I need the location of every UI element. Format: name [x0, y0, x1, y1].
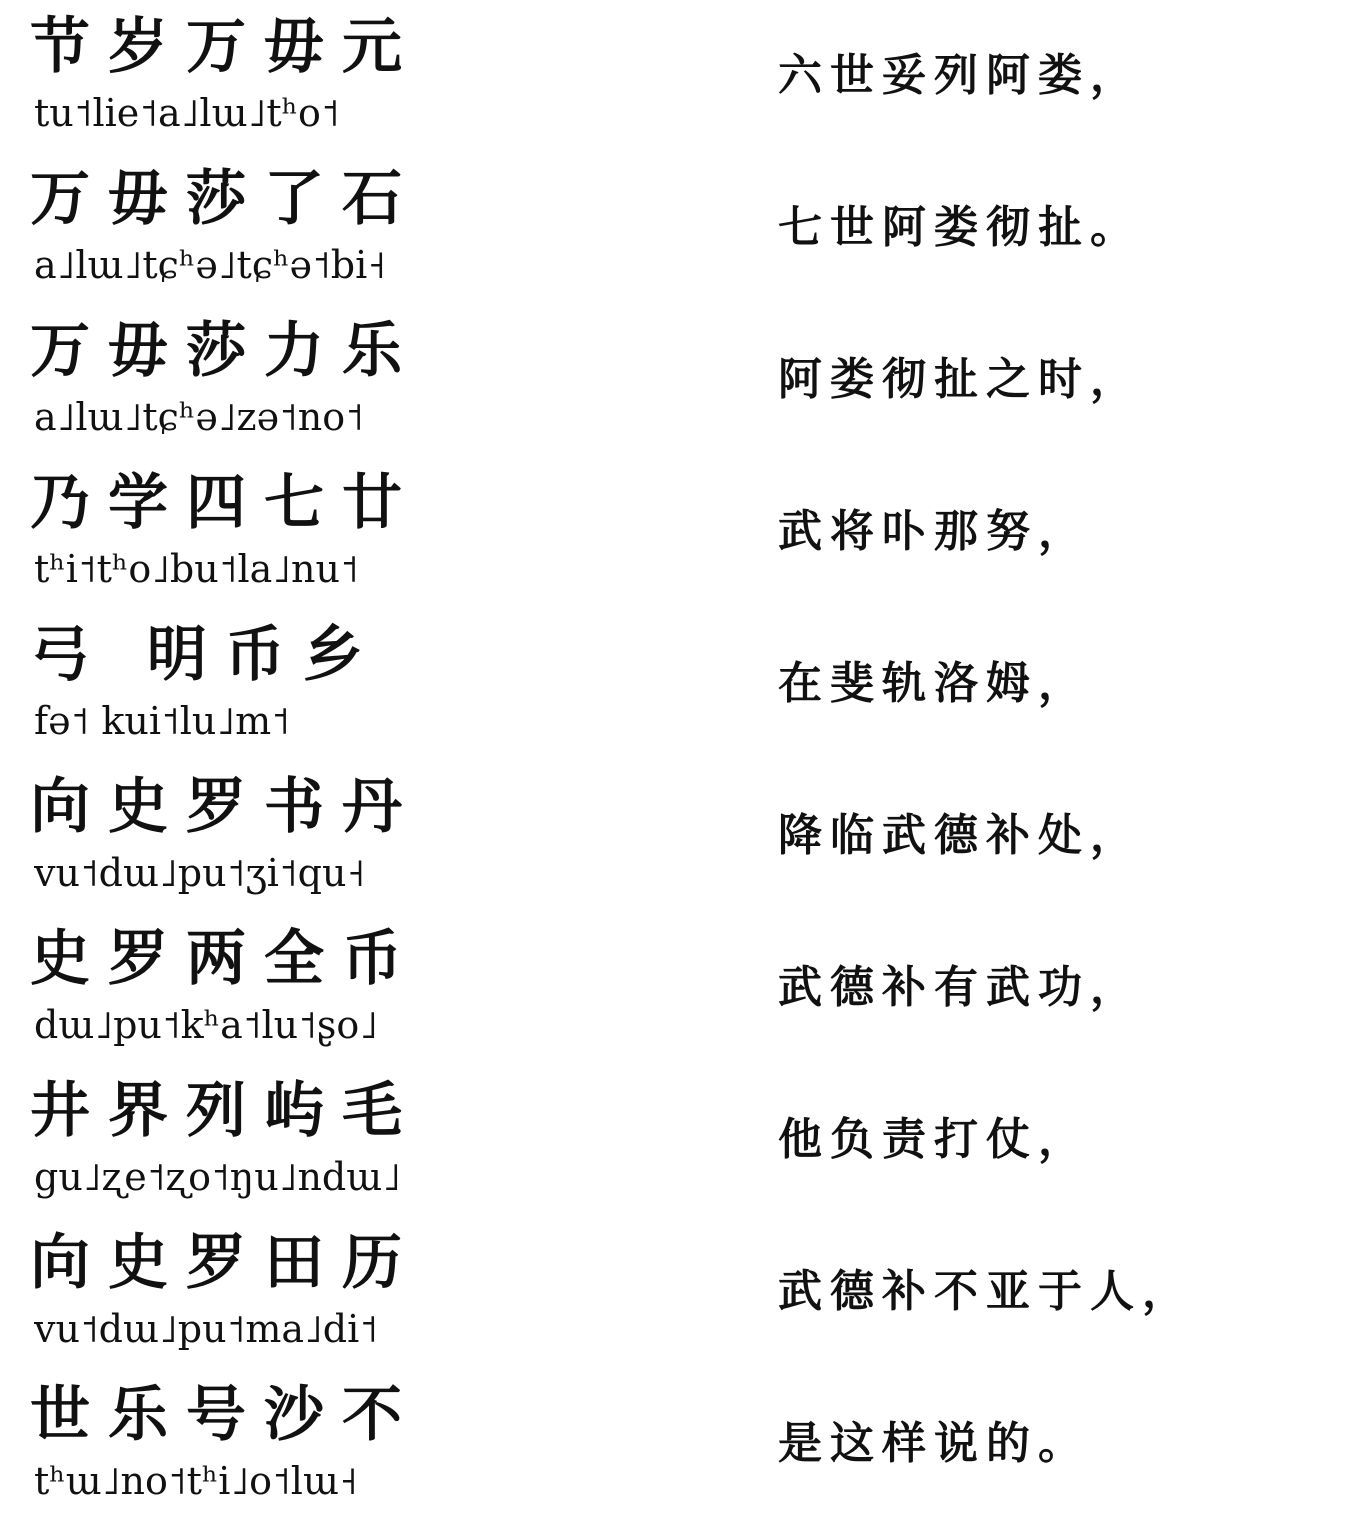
script-block — [30, 1376, 470, 1512]
script-block — [30, 464, 470, 600]
chinese-translation: 在斐轨洛姆， — [778, 658, 1090, 709]
chinese-translation: 武将卟那努， — [778, 506, 1090, 557]
verse-row — [0, 760, 1359, 912]
verse-row — [0, 0, 1359, 152]
script-block — [30, 920, 470, 1056]
phonetic-transcription: vu˦dɯ˩pu˦ma˩di˦ — [34, 1307, 378, 1351]
verse-row — [0, 1368, 1359, 1520]
chinese-translation: 阿娄彻扯之时， — [778, 354, 1142, 405]
glyph-line: 世乐号沙不 — [30, 1380, 420, 1450]
verse-row — [0, 1064, 1359, 1216]
chinese-translation: 武德补不亚于人， — [778, 1266, 1194, 1317]
script-block — [30, 160, 470, 296]
glyph-line: 节岁万毋元 — [30, 12, 420, 82]
chinese-translation: 降临武德补处， — [778, 810, 1142, 861]
glyph-line: 井界列屿毛 — [30, 1076, 420, 1146]
script-block — [30, 1224, 470, 1360]
verse-row — [0, 152, 1359, 304]
glyph-line: 万毋莎力乐 — [30, 316, 420, 386]
phonetic-transcription: a˩lɯ˩tɕʰə˩zə˦no˦ — [34, 395, 364, 439]
phonetic-transcription: tʰi˦tʰo˩bu˦la˩nu˦ — [34, 547, 359, 591]
phonetic-transcription: gu˩ʐe˦ʐo˦ŋu˩ndɯ˩ — [34, 1155, 402, 1199]
phonetic-transcription: fə˦ kui˦lu˩m˦ — [34, 699, 290, 743]
glyph-line: 万毋莎了石 — [30, 164, 420, 234]
phonetic-transcription: dɯ˩pu˦kʰa˦lu˦ʂo˩ — [34, 1003, 378, 1047]
verse-row — [0, 608, 1359, 760]
chinese-translation: 武德补有武功， — [778, 962, 1142, 1013]
script-block — [30, 8, 470, 144]
chinese-translation: 是这样说的。 — [778, 1418, 1090, 1469]
verse-row — [0, 912, 1359, 1064]
script-block — [30, 312, 470, 448]
script-block — [30, 616, 470, 752]
chinese-translation: 六世妥列阿娄， — [778, 50, 1142, 101]
script-block — [30, 1072, 470, 1208]
phonetic-transcription: tʰɯ˩no˦tʰi˩o˦lɯ˧ — [34, 1459, 358, 1503]
glyph-line: 弓 明币乡 — [30, 620, 381, 690]
chinese-translation: 他负责打仗， — [778, 1114, 1090, 1165]
phonetic-transcription: a˩lɯ˩tɕʰə˩tɕʰə˦bi˧ — [34, 243, 386, 287]
verse-row — [0, 304, 1359, 456]
glyph-line: 向史罗书丹 — [30, 772, 420, 842]
glyph-line: 乃学四七廿 — [30, 468, 420, 538]
phonetic-transcription: tu˦lie˦a˩lɯ˩tʰo˦ — [34, 91, 340, 135]
glyph-line: 向史罗田历 — [30, 1228, 420, 1298]
phonetic-transcription: vu˦dɯ˩pu˦ʒi˦qu˧ — [34, 851, 366, 895]
glyph-line: 史罗两全币 — [30, 924, 420, 994]
chinese-translation: 七世阿娄彻扯。 — [778, 202, 1142, 253]
script-block — [30, 768, 470, 904]
verse-row — [0, 456, 1359, 608]
verse-row — [0, 1216, 1359, 1368]
